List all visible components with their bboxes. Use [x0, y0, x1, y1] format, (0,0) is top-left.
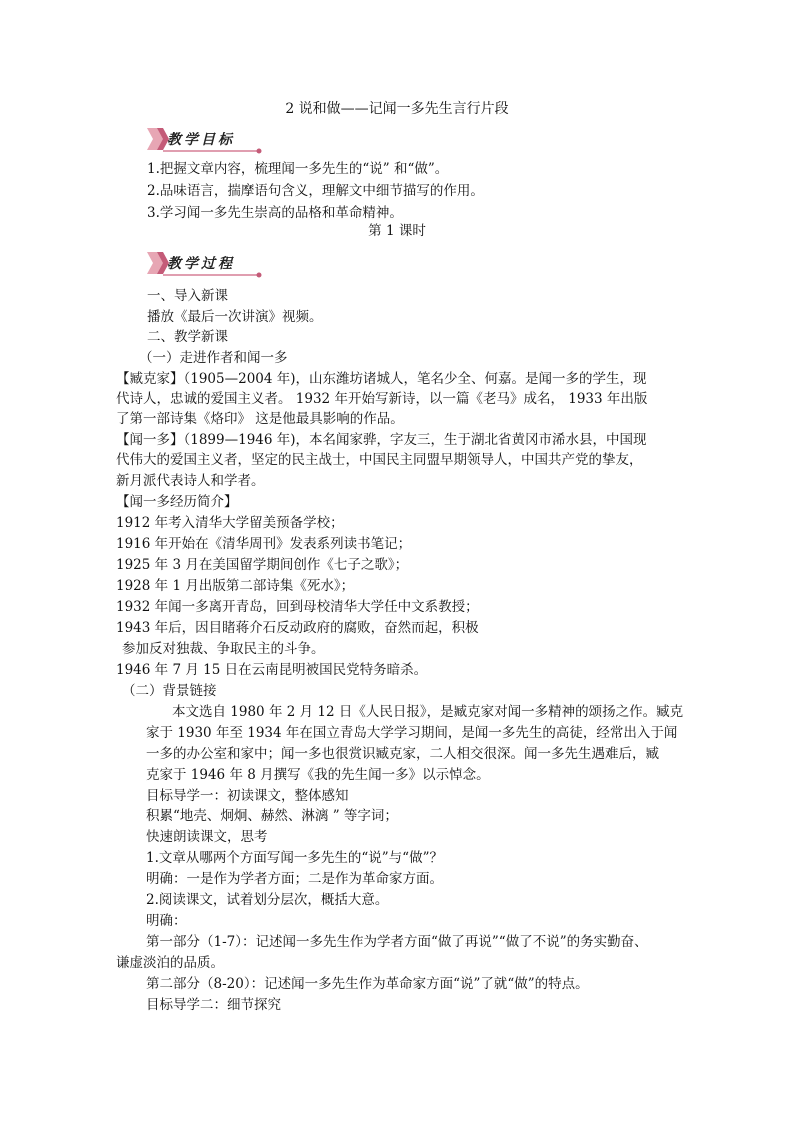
text-line: 明确：一是作为学者方面；二是作为革命家方面。 — [146, 871, 443, 887]
text-line: 本文选自 1980 年 2 月 12 日《人民日报》，是臧克家对闻一多精神的颂扬之作。臧克 — [172, 704, 684, 720]
text-line: 【闻一多经历简介】 — [116, 494, 238, 510]
document-title: 2 说和做——记闻一多先生言行片段 — [285, 101, 509, 117]
objective-item: 1.把握文章内容，梳理闻一多先生的“说” 和“做”。 — [147, 161, 449, 177]
heading-new-lesson: 二、教学新课 — [147, 329, 228, 345]
section-banner-objectives — [145, 124, 265, 154]
text-line: 播放《最后一次讲演》视频。 — [147, 309, 323, 325]
section-heading-process: 教学过程 — [167, 256, 235, 272]
text-line: 明确： — [146, 913, 187, 929]
text-line: 代伟大的爱国主义者，坚定的民主战士，中国民主同盟早期领导人，中国共产党的挚友， — [116, 452, 643, 468]
text-line: 新月派代表诗人和学者。 — [116, 473, 265, 489]
text-line: 快速朗读课文，思考 — [146, 829, 268, 845]
text-line: 一多的办公室和家中；闻一多也很赏识臧克家，二人相交很深。闻一多先生遇难后，臧 — [146, 746, 659, 762]
heading-import: 一、导入新课 — [147, 288, 228, 304]
section-banner-process — [145, 248, 265, 278]
objective-item: 2.品味语言，揣摩语句含义，理解文中细节描写的作用。 — [147, 183, 484, 199]
text-line: 积累“地壳、炯炯、赫然、淋漓 ” 等字词； — [146, 808, 398, 824]
section-heading-objectives: 教学目标 — [167, 132, 235, 148]
text-line: 参加反对独裁、争取民主的斗争。 — [122, 641, 325, 657]
text-line: 1916 年开始在《清华周刊》发表系列读书笔记； — [116, 536, 412, 552]
text-line: 1912 年考入清华大学留美预备学校； — [116, 515, 344, 531]
subheading-author: （一）走进作者和闻一多 — [139, 350, 288, 366]
text-line: 克家于 1946 年 8 月撰写《我的先生闻一多》以示悼念。 — [146, 767, 490, 783]
text-line: 家于 1930 年至 1934 年在国立青岛大学学习期间，是闻一多先生的高徒，经常出入于闻 — [146, 725, 678, 741]
text-line: 1932 年闻一多离开青岛，回到母校清华大学任中文系教授； — [116, 599, 479, 615]
text-line: 【臧克家】（1905—2004 年)，山东潍坊诸城人，笔名少全、何嘉。是闻一多的学生，现 — [116, 371, 647, 387]
text-line: 1925 年 3 月在美国留学期间创作《七子之歌》； — [116, 557, 409, 573]
text-line: 了第一部诗集《烙印》 这是他最具影响的作品。 — [116, 411, 404, 427]
text-line: 2.阅读课文，试着划分层次，概括大意。 — [146, 892, 389, 908]
text-line: 第二部分（8-20）：记述闻一多先生作为革命家方面“说”了就“做”的特点。 — [146, 976, 589, 992]
text-line: 谦虚淡泊的品质。 — [116, 955, 224, 971]
subheading-background: （二）背景链接 — [122, 683, 217, 699]
text-line: 代诗人，忠诚的爱国主义者。 1932 年开始写新诗，以一篇《老马》成名， 1933 年出版 — [116, 391, 648, 407]
goal-heading-2: 目标导学二：细节探究 — [146, 997, 281, 1013]
text-line: 1.文章从哪两个方面写闻一多先生的“说”与“做”？ — [146, 850, 443, 866]
text-line: 1946 年 7 月 15 日在云南昆明被国民党特务暗杀。 — [116, 662, 428, 678]
lesson-label: 第 1 课时 — [368, 223, 426, 239]
text-line: 1943 年后，因目睹蒋介石反动政府的腐败，奋然而起，积极 — [116, 620, 479, 636]
text-line: 【闻一多】（1899—1946 年)，本名闻家骅，字友三，生于湖北省黄冈市浠水县，中国现 — [116, 432, 647, 448]
goal-heading-1: 目标导学一：初读课文，整体感知 — [146, 788, 349, 804]
text-line: 1928 年 1 月出版第二部诗集《死水》； — [116, 578, 355, 594]
objective-item: 3.学习闻一多先生崇高的品格和革命精神。 — [147, 205, 403, 221]
text-line: 第一部分（1-7）：记述闻一多先生作为学者方面“做了再说”“做了不说”的务实勤奋、 — [146, 934, 648, 950]
